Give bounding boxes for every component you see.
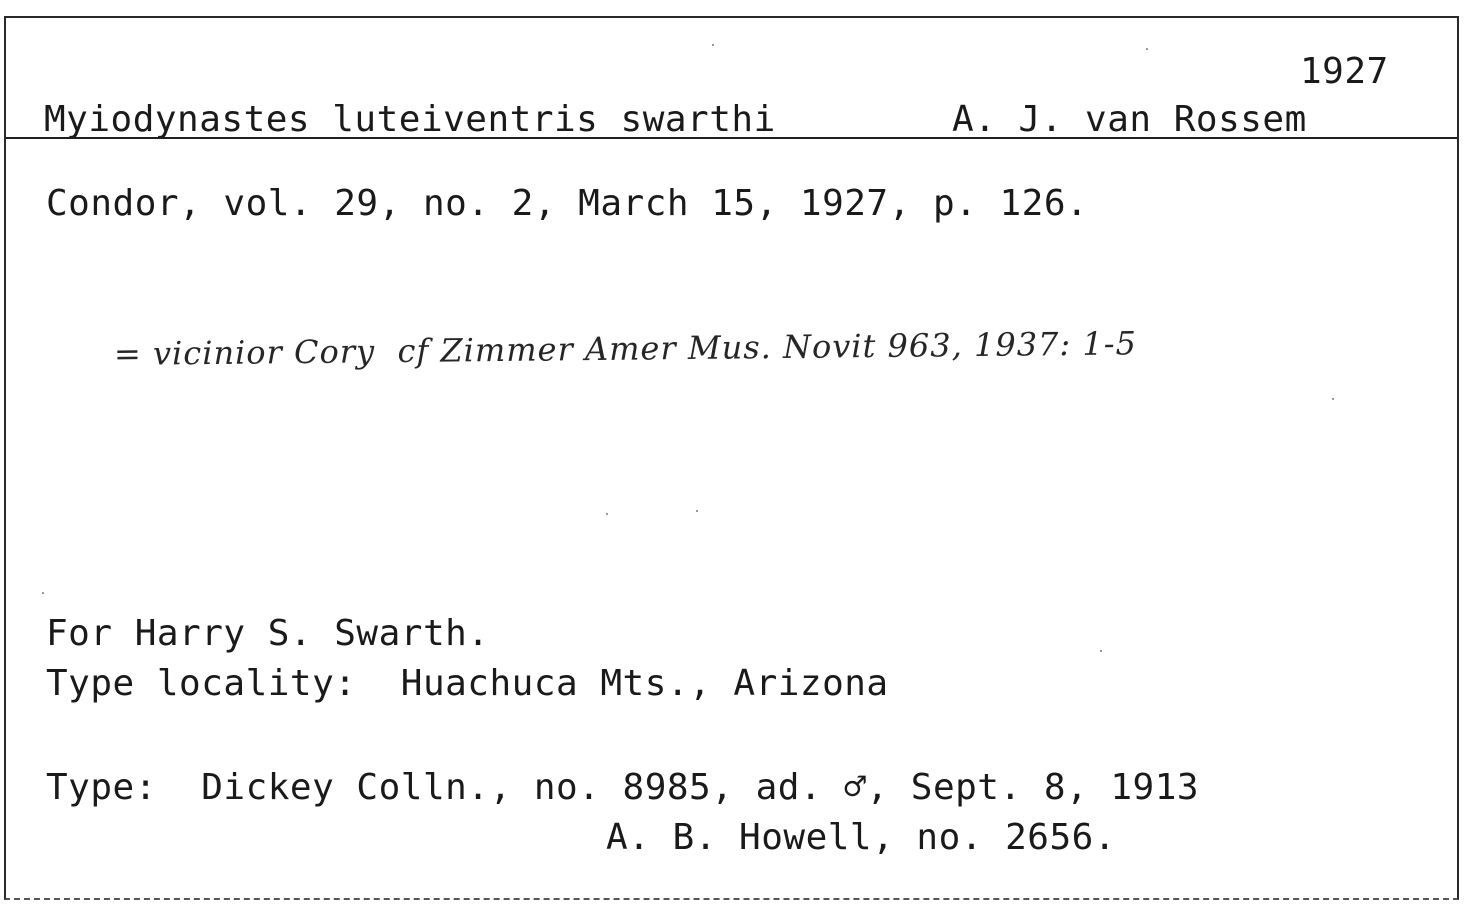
scan-speck [606, 513, 608, 515]
scan-speck [1146, 48, 1148, 50]
scan-speck [1100, 650, 1102, 652]
species-name: Myiodynastes luteiventris swarthi [44, 99, 776, 140]
type-locality-line: Type locality: Huachuca Mts., Arizona [46, 663, 889, 704]
named-for-line: For Harry S. Swarth. [46, 613, 490, 654]
type-specimen-line: Type: Dickey Colln., no. 8985, ad. ♂, Sept. 8, 1913 [46, 767, 1200, 808]
header-rule [6, 137, 1457, 139]
citation-line: Condor, vol. 29, no. 2, March 15, 1927, p. 126. [46, 183, 1089, 224]
scan-speck [696, 510, 698, 512]
scan-speck [1332, 398, 1334, 400]
handwritten-note: = vicinior Cory cf Zimmer Amer Mus. Novit 963, 1937: 1-5 [113, 324, 1138, 373]
index-card [4, 16, 1459, 900]
author-name: A. J. van Rossem [952, 99, 1307, 140]
scan-speck [712, 44, 714, 46]
scan-speck [42, 592, 44, 594]
collector-line: A. B. Howell, no. 2656. [606, 817, 1116, 858]
card-year: 1927 [1300, 51, 1389, 92]
